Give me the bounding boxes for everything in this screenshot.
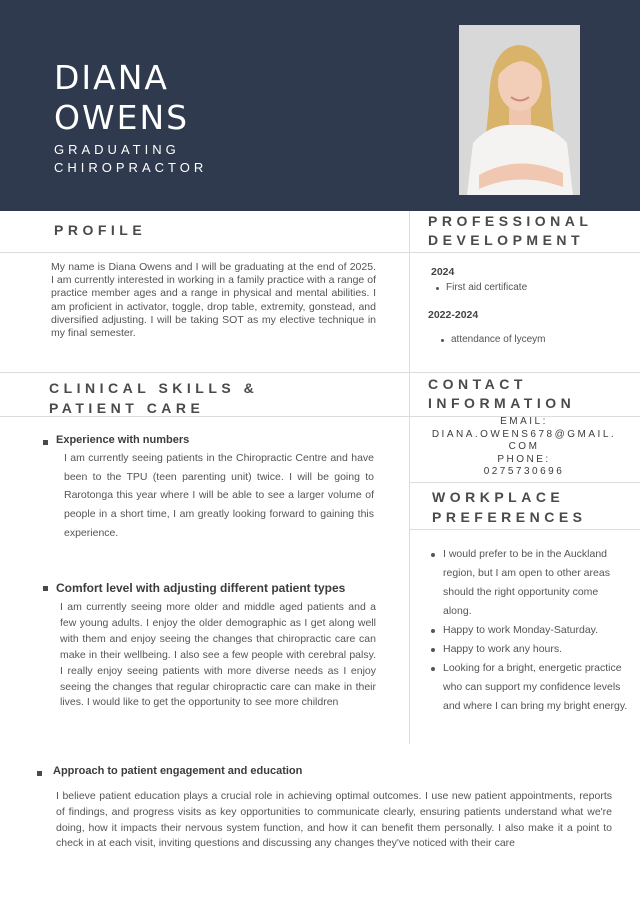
bullet-dot bbox=[441, 339, 444, 342]
pd-year: 2022-2024 bbox=[428, 309, 479, 321]
pd-title-line-1: PROFESSIONAL bbox=[428, 213, 593, 229]
clinical-text: I believe patient education plays a crucial role in achieving optimal outcomes. I use new patient appointments, reports of findings, and progress visits as key opportunities to communicate clearly, ensuring patients understand what we're doing, how it impacts their nervous system function, and how it can benefit them personally. I also make it a point to check in at each visit, inviting questions and discussing any changes they've noticed with their care bbox=[56, 790, 612, 850]
divider-line bbox=[0, 252, 640, 253]
contact-title bbox=[428, 375, 575, 413]
profile-photo bbox=[459, 25, 580, 195]
list-item: Happy to work Monday-Saturday. bbox=[428, 621, 628, 640]
clinical-title-line-2: PATIENT CARE bbox=[49, 400, 205, 416]
workplace-preferences-list bbox=[428, 545, 628, 716]
role-line-2: CHIROPRACTOR bbox=[54, 160, 208, 175]
clinical-heading: Approach to patient engagement and education bbox=[53, 765, 303, 777]
phone-label: PHONE: bbox=[497, 453, 551, 465]
profile-text: My name is Diana Owens and I will be graduating at the end of 2025. I am currently interested in working in a family practice with a range of practice member ages and a range in physical and mental abilities. I am proficient in activator, toggle, drop table, extremity, gonstead, and diversified adjusting. I will be taking SOT as my elective technique in my final semester. bbox=[51, 261, 376, 340]
pd-item: First aid certificate bbox=[446, 282, 528, 293]
first-name: DIANA bbox=[54, 58, 169, 97]
last-name: OWENS bbox=[54, 98, 190, 137]
list-item: Looking for a bright, energetic practice who can support my confidence levels and where I can bring my bright energy. bbox=[428, 659, 628, 716]
contact-details bbox=[412, 416, 636, 479]
email-line-1: DIANA.OWENS678@GMAIL. bbox=[431, 428, 617, 440]
profile-title: PROFILE bbox=[54, 222, 147, 238]
clinical-heading: Experience with numbers bbox=[56, 434, 190, 446]
contact-title-line-2: INFORMATION bbox=[428, 395, 576, 411]
clinical-title-line-1: CLINICAL SKILLS & bbox=[49, 380, 259, 396]
workplace-title-line-1: WORKPLACE bbox=[432, 489, 565, 505]
candidate-role bbox=[54, 141, 207, 177]
professional-development-title bbox=[428, 212, 592, 250]
bullet-square bbox=[43, 586, 48, 591]
clinical-text: I am currently seeing more older and middle aged patients and a few young adults. I enjoy the older demographic as I get along well with them and enjoy seeing the changes that chiropractic care can make in their wellbeing. I also see a few people with cerebral palsy. I really enjoy seeing patients with more diverse needs as I enjoy seeing the changes that regular chiropractic care can make in their lives. I would like to get the opportunity to see more children bbox=[60, 601, 376, 709]
role-line-1: GRADUATING bbox=[54, 142, 180, 157]
list-item: I would prefer to be in the Auckland region, but I am open to other areas should the right opportunity come along. bbox=[428, 545, 628, 621]
header-banner bbox=[0, 0, 640, 211]
workplace-title-line-2: PREFERENCES bbox=[432, 509, 587, 525]
clinical-skills-title bbox=[49, 378, 258, 418]
candidate-name bbox=[54, 58, 189, 138]
bullet-square bbox=[37, 771, 42, 776]
divider-line bbox=[410, 482, 640, 483]
divider-line bbox=[410, 529, 640, 530]
list-item: Happy to work any hours. bbox=[428, 640, 628, 659]
email-value[interactable] bbox=[412, 429, 636, 454]
divider-line bbox=[0, 372, 640, 373]
phone-value[interactable]: 0275730696 bbox=[483, 466, 565, 477]
profile-photo-image bbox=[459, 25, 580, 195]
clinical-text: I am currently seeing patients in the Chiropractic Centre and have been to the TPU (teen parenting unit) twice. I will be going to Rarotonga this year where I will be able to see a larger volume of people in a short time, I am greatly looking forward to gaining this experience. bbox=[64, 452, 374, 539]
column-divider bbox=[409, 211, 410, 744]
bullet-dot bbox=[436, 287, 439, 290]
contact-title-line-1: CONTACT bbox=[428, 376, 527, 392]
workplace-preferences-title bbox=[432, 487, 587, 527]
pd-item: attendance of lyceym bbox=[451, 334, 546, 345]
email-label: EMAIL: bbox=[500, 416, 548, 427]
email-line-2: COM bbox=[508, 441, 540, 452]
pd-title-line-2: DEVELOPMENT bbox=[428, 232, 585, 248]
clinical-heading: Comfort level with adjusting different patient types bbox=[56, 581, 346, 595]
pd-year: 2024 bbox=[431, 266, 455, 278]
bullet-square bbox=[43, 440, 48, 445]
